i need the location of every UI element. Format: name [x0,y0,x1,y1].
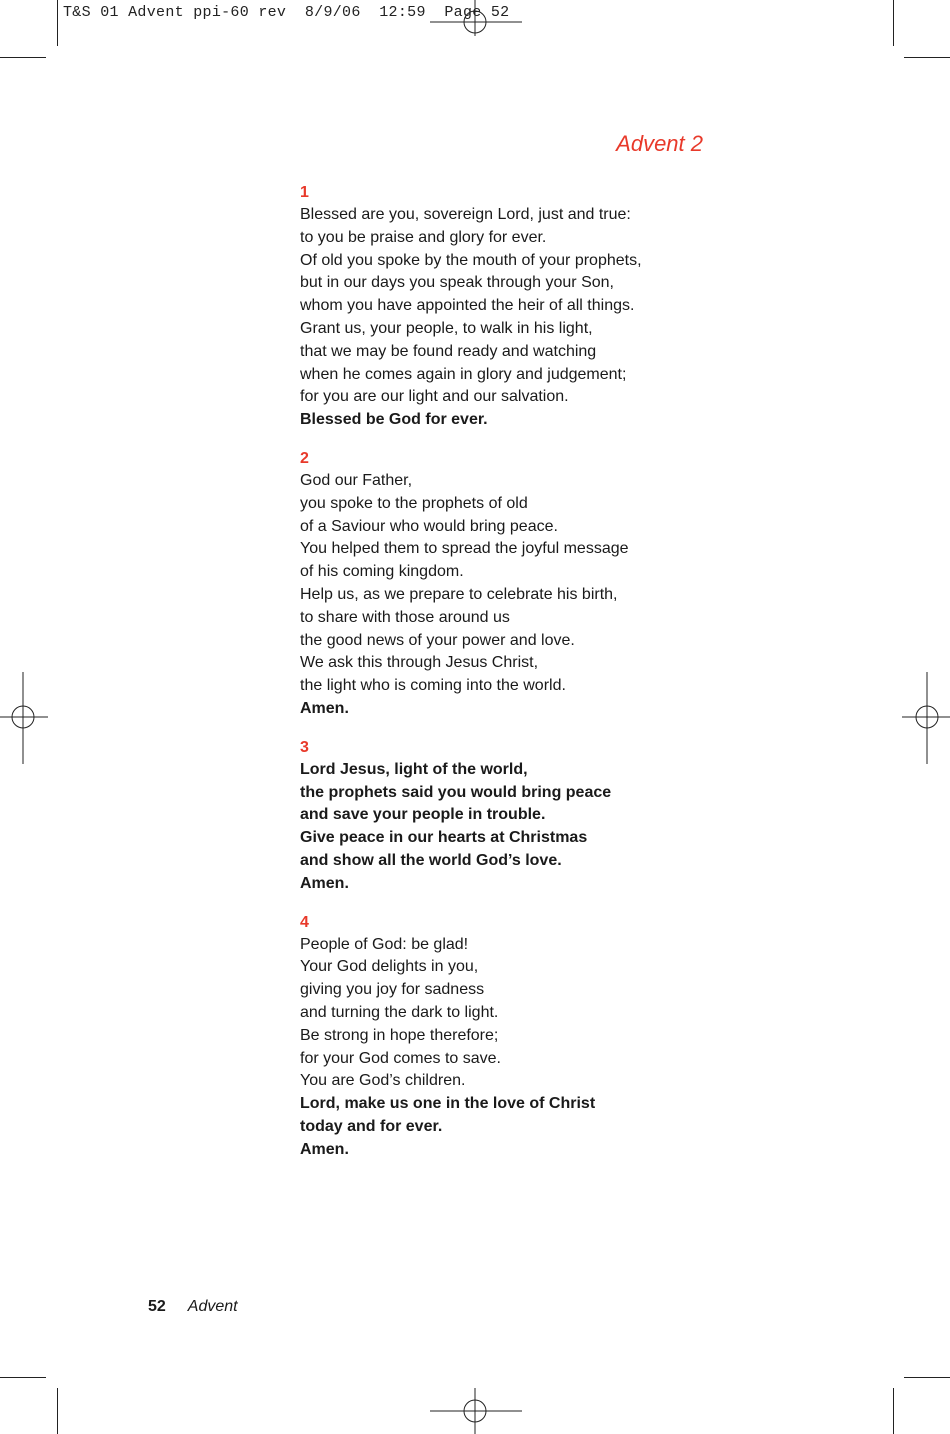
prayer-response: Amen. [300,874,349,892]
prayer-line: whom you have appointed the heir of all things. [300,297,635,315]
prayer-list [300,182,700,1177]
crop-mark-bottom-left-h [0,1377,46,1378]
prayer-response: Blessed be God for ever. [300,411,488,429]
prayer-line: People of God: be glad! [300,935,469,953]
prayer-line: for you are our light and our salvation. [300,388,569,406]
crop-mark-bottom-left-v [57,1388,58,1434]
prayer-line: to you be praise and glory for ever. [300,228,547,246]
page-footer [148,1298,238,1316]
prayer-line: Your God delights in you, [300,958,479,976]
prayer-3 [300,737,700,896]
crop-mark-bottom-right-v [893,1388,894,1434]
prayer-number: 1 [300,184,309,201]
prayer-line: and save your people in trouble. [300,806,546,824]
crop-mark-top-right-v [893,0,894,46]
prayer-2 [300,448,700,721]
prayer-line: You helped them to spread the joyful message [300,540,629,558]
registration-mark-bottom-icon [430,1388,522,1434]
prayer-line: and turning the dark to light. [300,1003,499,1021]
prayer-line: of his coming kingdom. [300,563,464,581]
crop-mark-top-right-h [904,57,950,58]
page-number: 52 [148,1298,166,1315]
footer-section-name: Advent [187,1298,238,1315]
crop-mark-top-left-h [0,57,46,58]
prayer-line: of a Saviour who would bring peace. [300,517,558,535]
registration-mark-right-icon [902,672,950,764]
prayer-line: and show all the world God’s love. [300,851,562,869]
prayer-line: Lord Jesus, light of the world, [300,760,528,778]
prayer-line: that we may be found ready and watching [300,342,597,360]
prayer-4 [300,912,700,1162]
prayer-line: God our Father, [300,471,413,489]
prayer-line: today and for ever. [300,1117,443,1135]
prayer-response: Amen. [300,699,349,717]
prayer-line: You are God’s children. [300,1072,466,1090]
prayer-line: the good news of your power and love. [300,631,575,649]
prayer-line: Give peace in our hearts at Christmas [300,829,588,847]
registration-mark-top-icon [430,0,522,36]
prayer-line: you spoke to the prophets of old [300,494,528,512]
prayer-line: giving you joy for sadness [300,981,485,999]
prayer-line: for your God comes to save. [300,1049,501,1067]
section-title: Advent 2 [616,131,703,156]
print-slug: T&S 01 Advent ppi-60 rev 8/9/06 12:59 Page 52 [63,4,510,21]
prayer-number: 3 [300,738,309,756]
prayer-line: Blessed are you, sovereign Lord, just and true: [300,206,631,223]
prayer-line: to share with those around us [300,608,510,626]
prayer-line: Of old you spoke by the mouth of your prophets, [300,251,642,269]
prayer-line: but in our days you speak through your Son, [300,274,614,292]
prayer-line: Grant us, your people, to walk in his light, [300,319,593,337]
prayer-line: We ask this through Jesus Christ, [300,654,539,672]
prayer-line: the prophets said you would bring peace [300,783,612,801]
prayer-line: when he comes again in glory and judgement; [300,365,627,383]
prayer-number: 4 [300,913,309,931]
prayer-line: Be strong in hope therefore; [300,1026,499,1044]
prayer-line: the light who is coming into the world. [300,677,566,695]
crop-mark-top-left-v [57,0,58,46]
registration-mark-left-icon [0,672,48,764]
prayer-number: 2 [300,449,309,467]
prayer-1 [300,182,700,432]
prayer-response: Amen. [300,1140,349,1158]
prayer-line: Help us, as we prepare to celebrate his birth, [300,585,618,603]
prayer-line: Lord, make us one in the love of Christ [300,1095,596,1113]
crop-mark-bottom-right-h [904,1377,950,1378]
